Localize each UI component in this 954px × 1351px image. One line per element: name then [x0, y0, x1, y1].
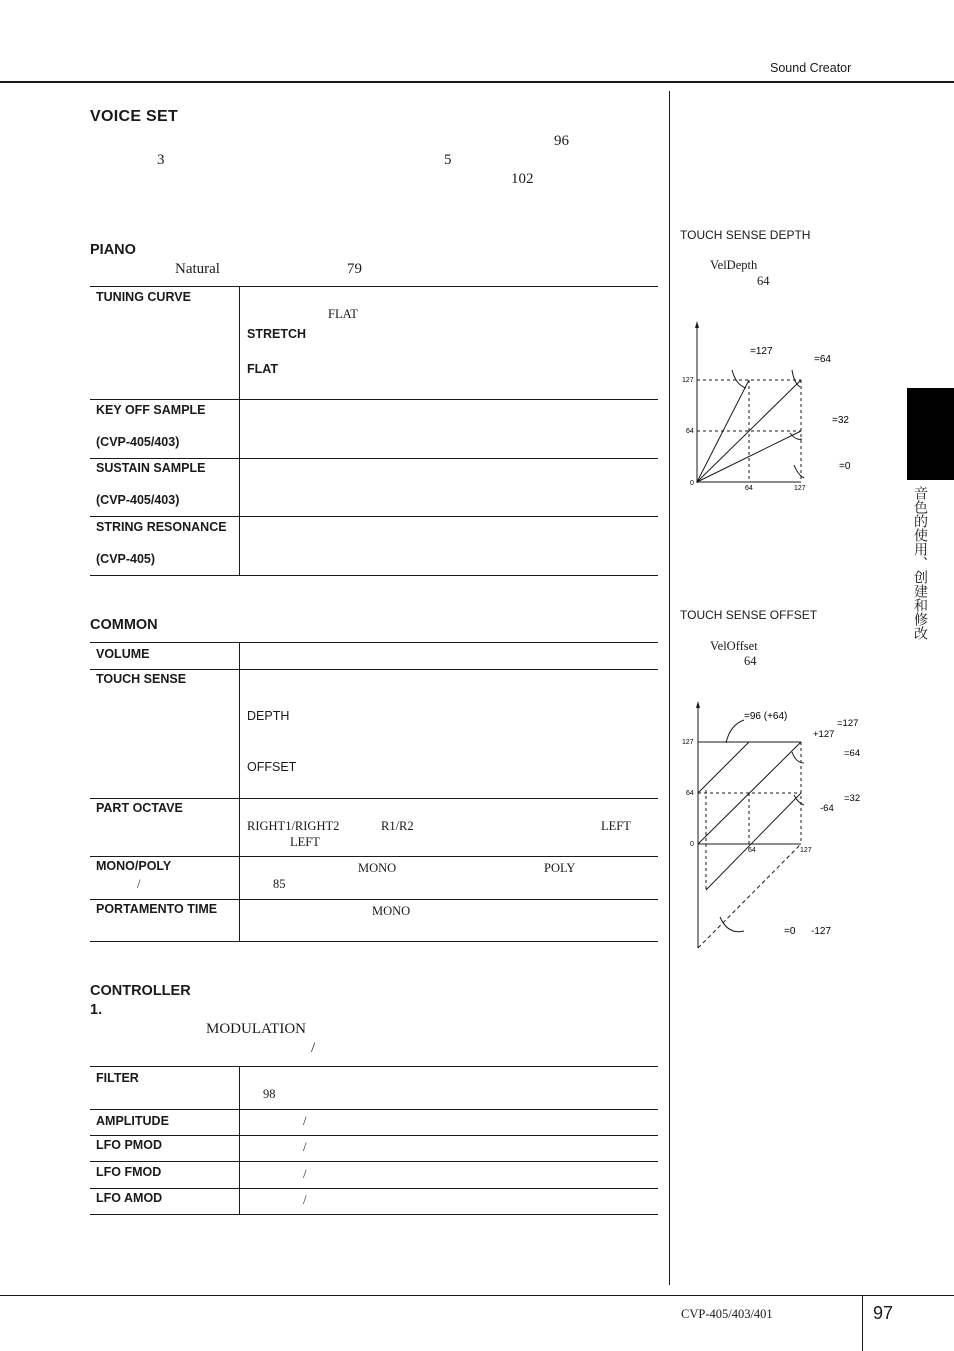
- key-off-sample-label: KEY OFF SAMPLE: [96, 403, 206, 417]
- filter-page-ref: 98: [263, 1087, 276, 1101]
- part-octave-left-b: LEFT: [290, 835, 320, 849]
- part-octave-r1r2: R1/R2: [381, 819, 414, 833]
- offset-callout: [720, 917, 744, 932]
- filter-label: FILTER: [96, 1071, 139, 1085]
- depth-callout: [794, 465, 804, 478]
- lfo-fmod-slash: /: [303, 1167, 307, 1181]
- offset-x-tick: 64: [748, 847, 756, 854]
- touch-sense-offset: OFFSET: [247, 760, 297, 774]
- part-octave-left-a: LEFT: [601, 819, 631, 833]
- volume-label: VOLUME: [96, 647, 150, 661]
- string-resonance-models: (CVP-405): [96, 552, 156, 566]
- touch-sense-offset-title: TOUCH SENSE OFFSET: [680, 608, 818, 622]
- column-divider: [669, 91, 670, 1285]
- key-off-sample-models: (CVP-405/403): [96, 435, 180, 449]
- offset-callout: [794, 795, 804, 805]
- voice-set-ref-96: 96: [554, 133, 569, 149]
- lfo-amod-label: LFO AMOD: [96, 1191, 163, 1205]
- piano-table-top: [90, 286, 658, 287]
- lfo-fmod-label: LFO FMOD: [96, 1165, 162, 1179]
- touch-sense-offset-graph: [670, 695, 870, 955]
- controller-heading: CONTROLLER: [90, 983, 191, 999]
- depth-label-127: =127: [750, 346, 773, 357]
- offset-y-tick: 0: [690, 841, 694, 848]
- depth-y-arrow: [695, 321, 699, 328]
- common-table-rule: [90, 856, 658, 857]
- common-table-col: [239, 642, 240, 942]
- page-number: 97: [873, 1303, 894, 1323]
- common-table-top: [90, 642, 658, 643]
- offset-callout: [726, 720, 744, 743]
- mono-poly-label: MONO/POLY: [96, 859, 172, 873]
- offset-line-64: [698, 742, 801, 844]
- depth-callout: [732, 370, 746, 388]
- tuning-curve-stretch: STRETCH: [247, 327, 307, 341]
- touch-sense-depth-title: TOUCH SENSE DEPTH: [680, 228, 811, 242]
- voice-set-ref-3: 3: [157, 152, 165, 168]
- vel-depth-param: VelDepth: [710, 258, 758, 272]
- mono-poly-mono: MONO: [358, 861, 397, 875]
- mono-poly-slash: /: [137, 877, 141, 891]
- piano-table-rule: [90, 399, 658, 400]
- controller-table-rule: [90, 1109, 658, 1110]
- vel-depth-default: 64: [757, 274, 770, 288]
- offset-label-127: =127: [837, 718, 859, 729]
- touch-sense-label: TOUCH SENSE: [96, 672, 187, 686]
- offset-line-127: [698, 742, 749, 793]
- controller-table-bottom: [90, 1214, 658, 1215]
- chapter-tab-block: [907, 388, 954, 480]
- amplitude-label: AMPLITUDE: [96, 1114, 169, 1128]
- controller-table-rule: [90, 1188, 658, 1189]
- controller-table-rule: [90, 1135, 658, 1136]
- portamento-time-label: PORTAMENTO TIME: [96, 902, 218, 916]
- offset-x-tick: 127: [800, 847, 812, 854]
- piano-table-bottom: [90, 575, 658, 576]
- voice-set-ref-102: 102: [511, 171, 534, 187]
- sustain-sample-label: SUSTAIN SAMPLE: [96, 461, 206, 475]
- offset-label-0: =0: [784, 926, 796, 937]
- depth-y-tick: 64: [686, 428, 694, 435]
- voice-set-heading: VOICE SET: [90, 108, 179, 125]
- lfo-amod-slash: /: [303, 1193, 307, 1207]
- common-table-rule: [90, 899, 658, 900]
- piano-table-rule: [90, 516, 658, 517]
- offset-label-32: =32: [844, 793, 861, 804]
- header-rule: [0, 81, 954, 83]
- tuning-curve-label: TUNING CURVE: [96, 290, 191, 304]
- offset-y-arrow: [696, 701, 700, 708]
- depth-y-tick: 0: [690, 480, 694, 487]
- common-table-bottom: [90, 941, 658, 942]
- depth-y-tick: 127: [682, 377, 694, 384]
- controller-table-rule: [90, 1161, 658, 1162]
- string-resonance-label: STRING RESONANCE: [96, 520, 227, 534]
- lfo-pmod-slash: /: [303, 1140, 307, 1154]
- depth-label-64: =64: [814, 354, 831, 365]
- offset-label-96: =96 (+64): [744, 711, 788, 722]
- voice-set-ref-5: 5: [444, 152, 452, 168]
- vel-offset-param: VelOffset: [710, 639, 758, 653]
- controller-subheading: 1.: [90, 1002, 103, 1018]
- offset-y-tick: 64: [686, 790, 694, 797]
- offset-callout: [792, 752, 804, 763]
- piano-page-ref: 79: [347, 261, 362, 277]
- depth-x-tick: 127: [794, 485, 806, 492]
- tuning-curve-flat-ref: FLAT: [328, 307, 358, 321]
- depth-line-32: [697, 431, 801, 482]
- portamento-mono: MONO: [372, 904, 411, 918]
- offset-label-minus127: -127: [811, 926, 832, 937]
- controller-modulation: MODULATION: [206, 1021, 306, 1037]
- part-octave-right: RIGHT1/RIGHT2: [247, 819, 340, 833]
- touch-sense-depth-graph: [670, 315, 870, 500]
- controller-table-col: [239, 1066, 240, 1215]
- piano-table-col: [239, 286, 240, 576]
- tuning-curve-flat: FLAT: [247, 362, 279, 376]
- header-section-title: Sound Creator: [770, 61, 852, 75]
- part-octave-label: PART OCTAVE: [96, 801, 183, 815]
- footer-divider: [862, 1295, 863, 1351]
- offset-label-64: =64: [844, 748, 861, 759]
- footer-model: CVP-405/403/401: [681, 1307, 773, 1321]
- touch-sense-depth: DEPTH: [247, 709, 290, 723]
- amplitude-slash: /: [303, 1114, 307, 1128]
- offset-label-plus127: +127: [813, 729, 835, 740]
- vel-offset-default: 64: [744, 654, 757, 668]
- piano-table-rule: [90, 458, 658, 459]
- controller-slash: /: [311, 1040, 316, 1056]
- common-table-rule: [90, 798, 658, 799]
- controller-table-top: [90, 1066, 658, 1067]
- chapter-tab-text: 音色的使用、创建和修改: [912, 486, 927, 640]
- common-heading: COMMON: [90, 617, 158, 633]
- piano-natural-text: Natural: [175, 261, 220, 277]
- depth-x-tick: 64: [745, 485, 753, 492]
- footer-rule: [0, 1295, 954, 1296]
- depth-label-32: =32: [832, 415, 849, 426]
- piano-heading: PIANO: [90, 242, 136, 258]
- mono-poly-poly: POLY: [544, 861, 576, 875]
- offset-line-32: [706, 793, 801, 890]
- depth-label-0: =0: [839, 461, 851, 472]
- common-table-rule: [90, 669, 658, 670]
- mono-poly-page-ref: 85: [273, 877, 286, 891]
- offset-label-minus64: -64: [820, 803, 834, 814]
- lfo-pmod-label: LFO PMOD: [96, 1138, 162, 1152]
- sustain-sample-models: (CVP-405/403): [96, 493, 180, 507]
- offset-y-tick: 127: [682, 739, 694, 746]
